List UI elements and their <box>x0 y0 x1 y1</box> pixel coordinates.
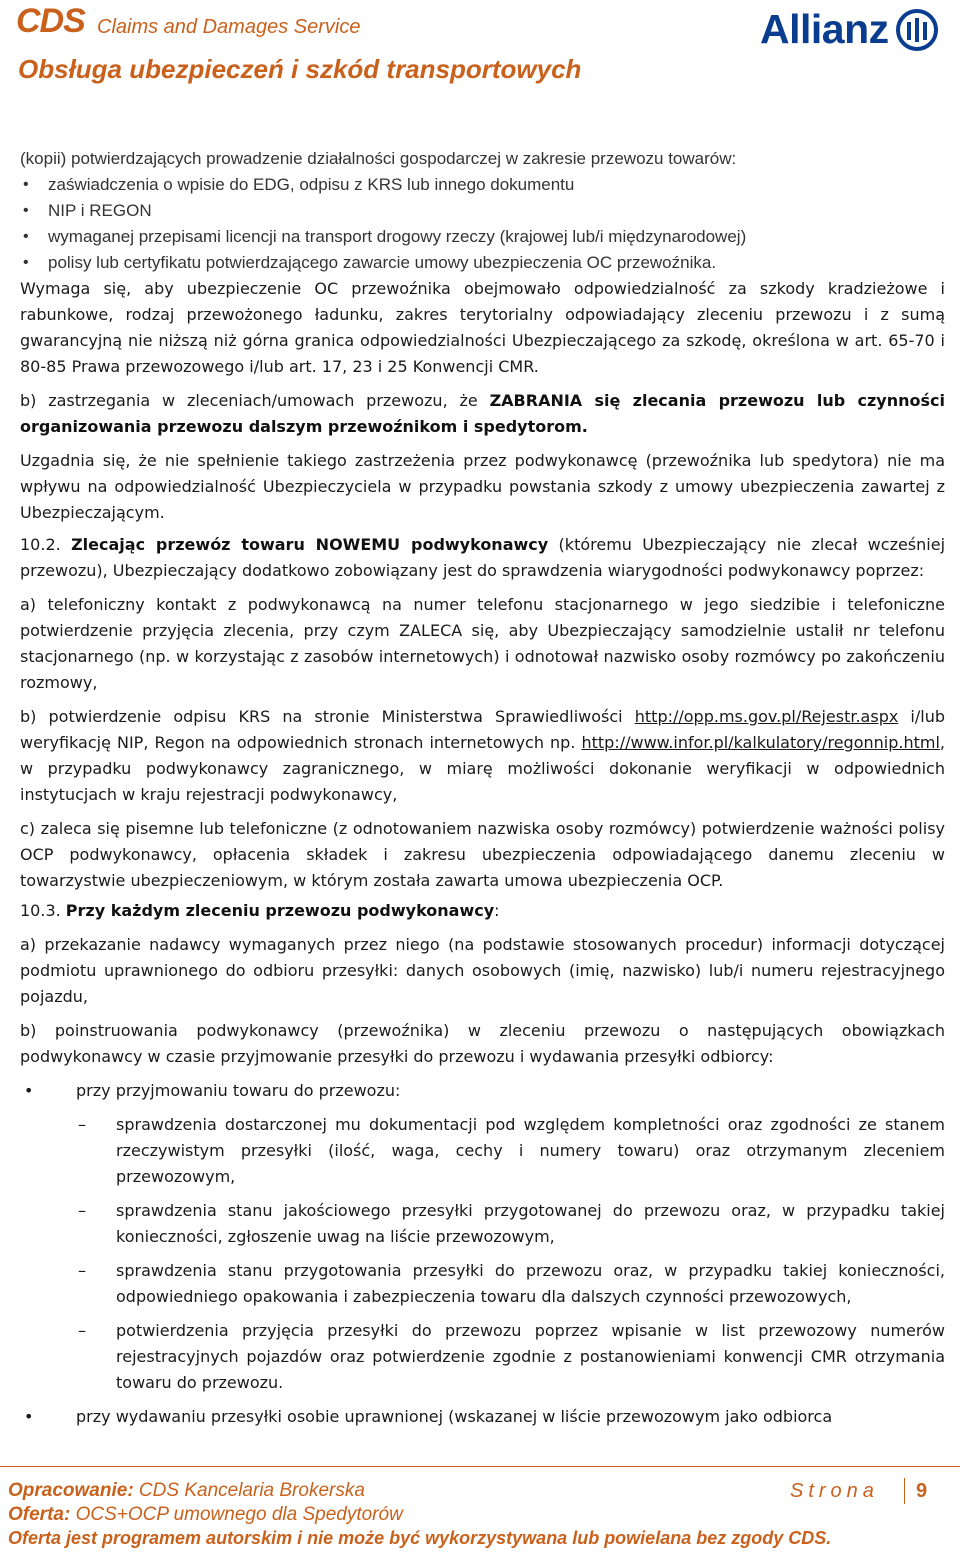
section-10-3 <box>20 898 945 924</box>
text-fragment: : <box>494 901 500 920</box>
section-number: 10.3. <box>20 901 66 920</box>
footer-copyright-notice: Oferta jest programem autorskim i nie może być wykorzystywana lub powielana bez zgody CDS. <box>8 1528 832 1548</box>
paragraph-wymaga: Wymaga się, aby ubezpieczenie OC przewoźnika obejmowało odpowiedzialność za szkody kradzieżowe i rabunkowe, rodzaj przewożonego ładunku, zakres terytorialny odpowiadający zleceniu przewozu i z sumą gwarancyjną nie niższą niż górna granica odpowiedzialności Ubezpieczającego za szkodę, określona w art. 65-70 i 80-85 Prawa przewozowego i/lub art. 17, 23 i 25 Konwencji CMR. <box>20 279 945 376</box>
page-title: Obsługa ubezpieczeń i szkód transportowych <box>18 54 582 84</box>
paragraph-uzgadnia: Uzgadnia się, że nie spełnienie takiego zastrzeżenia przez podwykonawcę (przewoźnika lub spedytora) nie ma wpływu na odpowiedzialność Ubezpieczyciela w przypadku powstania szkody z umowy ubezpieczenia zawartej z Ubezpieczającym. <box>20 451 945 522</box>
allianz-logo-text: Allianz <box>760 6 889 52</box>
link-infor[interactable]: http://www.infor.pl/kalkulatory/regonnip.html <box>581 733 940 752</box>
page-separator <box>904 1478 905 1504</box>
paragraph-a-telefoniczny: a) telefoniczny kontakt z podwykonawcą na numer telefonu stacjonarnego w jego siedzibie i telefoniczne potwierdzenie przyjęcia zlecenia, przy czym ZALECA się, aby Ubezpieczający samodzielnie ustalił nr telefonu stacjonarnego (np. w korzystając z zasobów internetowych) i odnotował nazwisko osoby rozmówcy po zakończeniu rozmowy, <box>20 595 945 692</box>
paragraph-zastrzegania <box>20 388 945 440</box>
footer-author <box>8 1480 365 1502</box>
intro-paragraph: (kopii) potwierdzających prowadzenie działalności gospodarczej w zakresie przewozu towarów: <box>20 149 737 168</box>
list-item: • przy przyjmowaniu towaru do przewozu: <box>20 1078 945 1104</box>
footer-offer <box>8 1504 403 1526</box>
text-fragment: i/lub weryfikację NIP, Regon na odpowiednich stronach internetowych np. <box>20 707 946 752</box>
list-item: • zaświadczenia o wpisie do EDG, odpisu z KRS lub innego dokumentu <box>20 172 945 198</box>
allianz-eagle-icon <box>895 8 939 52</box>
footer-divider <box>0 1466 960 1467</box>
section-heading: Zlecając przewóz towaru NOWEMU podwykonawcy <box>71 535 549 554</box>
document-body <box>20 146 945 1430</box>
paragraph-b-poinstruowania: b) poinstruowania podwykonawcy (przewoźnika) w zleceniu przewozu o następujących obowiązkach podwykonawcy w czasie przyjmowanie przesyłki do przewozu i wydawania przesyłki odbiorcy: <box>20 1021 945 1066</box>
dash-item: – sprawdzenia dostarczonej mu dokumentacji pod względem kompletności oraz zgodności ze stanem rzeczywistym przesyłki (ilość, waga, cechy i numery towaru) oraz otrzymanym zleceniem przewozowym, <box>20 1112 945 1190</box>
footer-value: CDS Kancelaria Brokerska <box>133 1480 365 1501</box>
text-fragment: , w przypadku podwykonawcy zagranicznego, w miarę możliwości dokonanie weryfikacji w odpowiednich instytucjach w kraju rejestracji podwykonawcy, <box>20 733 945 804</box>
footer-label: Oferta: <box>8 1504 71 1525</box>
text-fragment: b) zastrzegania w zleceniach/umowach przewozu, że <box>20 391 490 410</box>
list-item: • przy wydawaniu przesyłki osobie uprawnionej (wskazanej w liście przewozowym jako odbiorca <box>20 1404 945 1430</box>
footer-label: Opracowanie: <box>8 1480 134 1501</box>
dash-item: – potwierdzenia przyjęcia przesyłki do przewozu poprzez wpisanie w list przewozowy numerów rejestracyjnych pojazdów oraz potwierdzenie zgodnie z postanowieniami konwencji CMR otrzymania towaru do przewozu. <box>20 1318 945 1396</box>
brand-logo-text: CDS <box>16 2 85 40</box>
text-fragment: b) potwierdzenie odpisu KRS na stronie Ministerstwa Sprawiedliwości <box>20 707 635 726</box>
footer-value: OCS+OCP umownego dla Spedytorów <box>70 1504 403 1525</box>
list-item: • wymaganej przepisami licencji na transport drogowy rzeczy (krajowej lub/i międzynarodowej) <box>20 224 945 250</box>
page-number: 9 <box>916 1480 928 1502</box>
section-number: 10.2. <box>20 535 72 554</box>
paragraph-c-pisemne: c) zaleca się pisemne lub telefoniczne (z odnotowaniem nazwiska osoby rozmówcy) potwierdzenie ważności polisy OCP podwykonawcy, opłacenia składek i zakresu ubezpieczenia odpowiadającego danemu zleceniu w towarzystwie ubezpieczeniowym, w którym została zawarta umowa ubezpieczenia OCP. <box>20 819 945 890</box>
list-item: • polisy lub certyfikatu potwierdzającego zawarcie umowy ubezpieczenia OC przewoźnika. <box>20 250 945 276</box>
paragraph-b-krs <box>20 704 945 808</box>
allianz-logo <box>760 6 939 53</box>
list-item: • NIP i REGON <box>20 198 945 224</box>
link-ms-gov[interactable]: http://opp.ms.gov.pl/Rejestr.aspx <box>634 707 899 726</box>
brand-subtitle: Claims and Damages Service <box>97 16 361 38</box>
dash-item: – sprawdzenia stanu jakościowego przesyłki przygotowanej do przewozu oraz, w przypadku takiej konieczności, zgłoszenie uwag na liście przewozowym, <box>20 1198 945 1250</box>
emphasis-text: ZABRANIA się zlecania przewozu lub czynności organizowania przewozu dalszym przewoźnikom i spedytorom. <box>20 391 946 436</box>
paragraph-a-przekazanie: a) przekazanie nadawcy wymaganych przez niego (na podstawie stosowanych procedur) informacji dotyczącej podmiotu uprawnionego do odbioru przesyłki: danych osobowych (imię, nazwisko) lub/i numeru rejestracyjnego pojazdu, <box>20 935 945 1006</box>
dash-item: – sprawdzenia stanu przygotowania przesyłki do przewozu oraz, w przypadku takiej konieczności, odpowiedniego opakowania i zabezpieczenia towaru dla dalszych czynności przewozowych, <box>20 1258 945 1310</box>
section-heading: Przy każdym zleceniu przewozu podwykonawcy <box>65 901 495 920</box>
text-fragment: (któremu Ubezpieczający nie zlecał wcześniej przewozu), Ubezpieczający dodatkowo zobowiązany jest do sprawdzenia wiarygodności podwykonawcy poprzez: <box>20 535 946 580</box>
page-label: Strona <box>790 1480 879 1502</box>
section-10-2 <box>20 532 945 584</box>
